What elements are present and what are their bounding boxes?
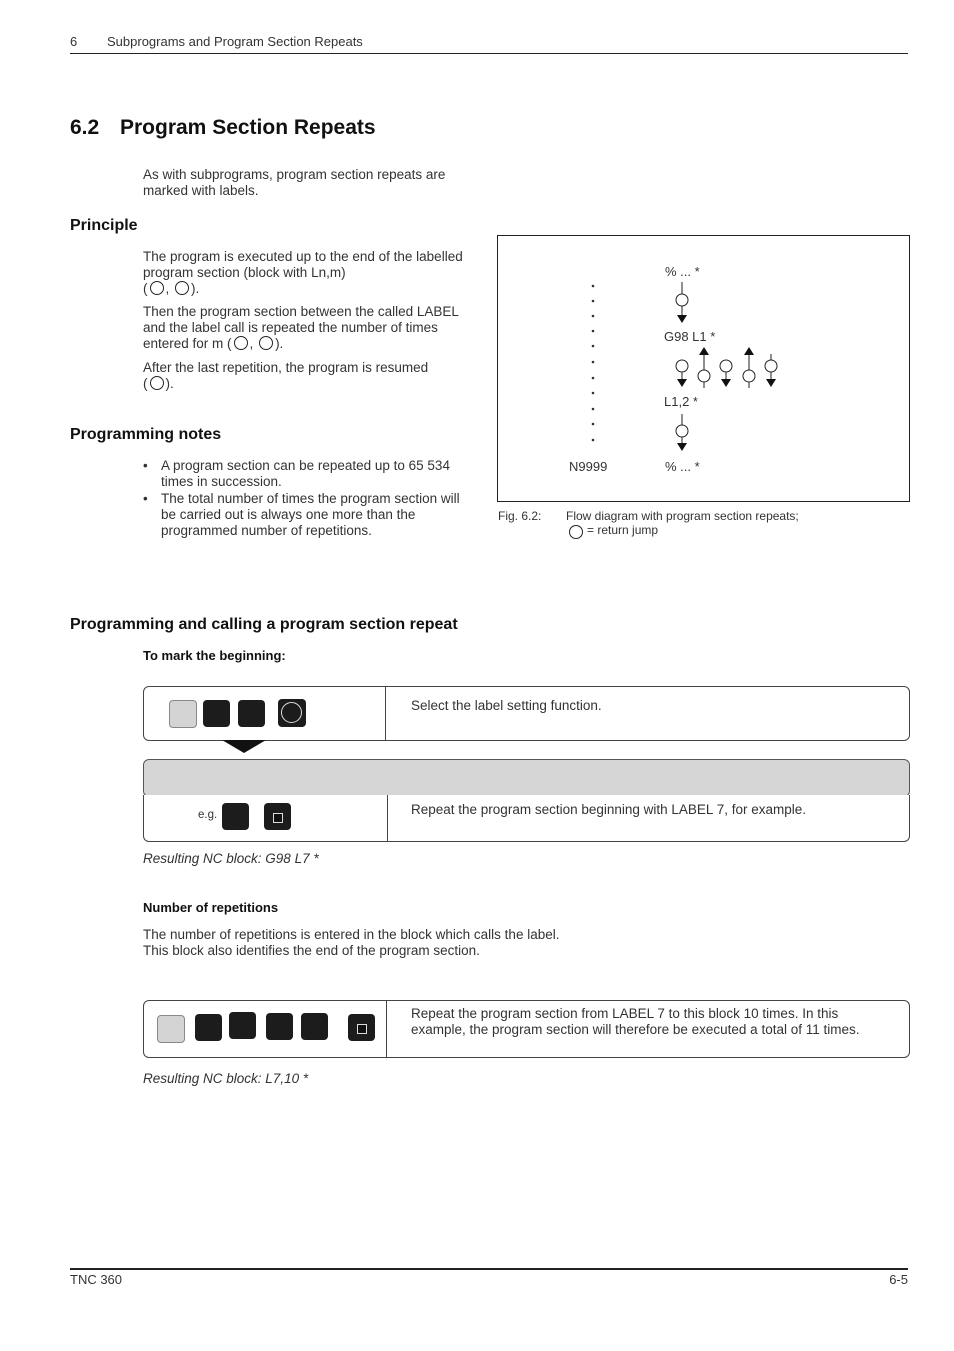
flow-line-4: % ... * xyxy=(665,459,700,474)
intro-text: As with subprograms, program section repeats are marked with labels. xyxy=(143,167,446,198)
divider xyxy=(386,1001,387,1057)
step-select-label xyxy=(143,686,910,741)
dialog-bar xyxy=(143,759,910,797)
figure-caption-number: Fig. 6.2: xyxy=(498,509,542,523)
divider xyxy=(385,687,386,740)
eg-label: e.g. xyxy=(198,809,218,821)
principle-p3: After the last repetition, the program is resumed ( ). xyxy=(143,360,429,391)
header-title: Subprograms and Program Section Repeats xyxy=(107,34,363,49)
principle-p1-text: The program is executed up to the end of the labelled program section (block with Ln,m) xyxy=(143,249,463,280)
circle-icon xyxy=(175,281,189,295)
mark-heading: To mark the beginning: xyxy=(143,648,286,663)
circle-icon xyxy=(569,525,583,539)
figure-legend: = return jump xyxy=(587,523,659,537)
result-block-2: Resulting NC block: L7,10 * xyxy=(143,1071,309,1086)
key-black[interactable] xyxy=(266,1013,293,1040)
repetitions-text-2: This block also identifies the end of the program section. xyxy=(143,943,480,958)
list-item: • The total number of times the program section will be carried out is always one more than the programmed number of repetitions. xyxy=(143,491,460,538)
key-circle[interactable] xyxy=(278,699,306,727)
list-item: • A program section can be repeated up to 65 534 times in succession. xyxy=(143,458,450,489)
circle-icon xyxy=(281,702,302,723)
header-rule xyxy=(70,53,908,54)
square-icon xyxy=(357,1024,367,1034)
down-arrow-icon xyxy=(222,740,266,754)
header-chapter: 6 xyxy=(70,34,78,49)
repetitions-heading: Number of repetitions xyxy=(143,900,279,915)
principle-p2: Then the program section between the called LABEL and the label call is repeated the number of times entered for m ( , ). xyxy=(143,304,459,351)
calling-heading: Programming and calling a program section repeat xyxy=(70,616,458,633)
footer-page: 6-5 xyxy=(889,1272,908,1287)
flow-line-3: L1,2 * xyxy=(664,394,698,409)
figure-caption: Flow diagram with program section repeats; xyxy=(566,509,799,523)
divider xyxy=(387,795,388,841)
square-icon xyxy=(273,813,283,823)
flow-line-2: G98 L1 * xyxy=(664,329,716,344)
section-number: 6.2 xyxy=(70,116,100,139)
repetitions-text-1: The number of repetitions is entered in the block which calls the label. xyxy=(143,927,560,942)
flow-diagram-graphic xyxy=(498,236,909,501)
key-ent[interactable] xyxy=(264,803,291,830)
principle-p2-text: Then the program section between the called LABEL and the label call is repeated the number of times entered for m xyxy=(143,304,459,351)
key-black[interactable] xyxy=(195,1014,222,1041)
footer-left: TNC 360 xyxy=(70,1272,123,1287)
key-gray[interactable] xyxy=(157,1015,185,1043)
circle-icon xyxy=(259,336,273,350)
principle-p3-text: After the last repetition, the program is resumed xyxy=(143,360,429,375)
step2-text: Repeat the program section beginning with LABEL 7, for example. xyxy=(411,802,806,817)
section-title-text: Program Section Repeats xyxy=(120,116,376,139)
notes-list xyxy=(143,458,478,540)
step-repetitions-text: Repeat the program section from LABEL 7 to this block 10 times. In this example, the program section will therefore be executed a total of 11 times. xyxy=(411,1006,860,1037)
step1-text: Select the label setting function. xyxy=(411,698,602,713)
key-black[interactable] xyxy=(203,700,230,727)
circle-icon xyxy=(234,336,248,350)
flow-end-label: N9999 xyxy=(569,459,608,474)
step-repetitions xyxy=(143,1000,910,1058)
flow-line-1: % ... * xyxy=(665,264,700,279)
circle-icon xyxy=(150,281,164,295)
footer-rule xyxy=(70,1268,908,1270)
flow-diagram xyxy=(497,235,910,502)
key-gray[interactable] xyxy=(169,700,197,728)
key-black[interactable] xyxy=(222,803,249,830)
section-title xyxy=(70,116,376,140)
key-black[interactable] xyxy=(301,1013,328,1040)
principle-heading: Principle xyxy=(70,217,138,234)
key-black[interactable] xyxy=(229,1012,256,1039)
step-label-number xyxy=(143,795,910,842)
key-black[interactable] xyxy=(238,700,265,727)
result-block-1: Resulting NC block: G98 L7 * xyxy=(143,851,319,866)
circle-icon xyxy=(150,376,164,390)
key-ent[interactable] xyxy=(348,1014,375,1041)
principle-p1: The program is executed up to the end of the labelled program section (block with Ln,m) ( , ). xyxy=(143,249,463,296)
notes-heading: Programming notes xyxy=(70,426,222,443)
